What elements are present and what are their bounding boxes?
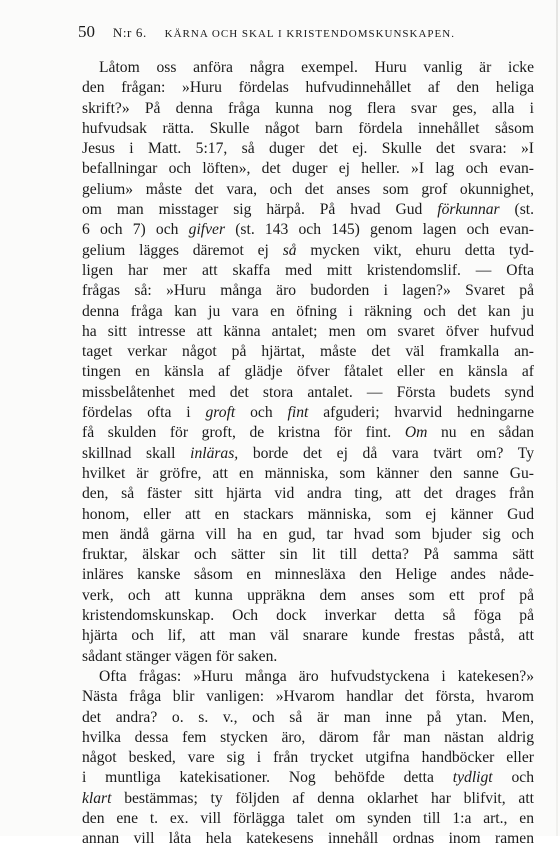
text-line	[82, 159, 534, 179]
text-line	[82, 464, 534, 484]
text-run: borde det ej då vara tvärt om? Ty	[238, 444, 534, 462]
page-edge-shadow	[556, 0, 558, 836]
running-title: KÄRNA OCH SKAL I KRISTENDOMSKUNSKAPEN.	[164, 28, 455, 40]
text-line	[82, 362, 534, 382]
text-run: afguderi; hvarvid hedningarne	[308, 404, 535, 422]
text-line	[82, 119, 534, 139]
text-run: något besked, vare sig i från trycket utgifna handböcker eller	[82, 749, 534, 767]
text-run: fördelas ofta i	[82, 404, 206, 422]
text-line	[82, 606, 534, 626]
text-run: hjärta och lif, att man väl snarare kunde frestas påstå, att	[82, 627, 534, 645]
text-run: och	[235, 404, 288, 422]
text-line	[82, 525, 534, 545]
text-line	[82, 302, 534, 322]
text-line	[82, 505, 534, 525]
text-line	[82, 99, 534, 119]
text-run: (st. 143 och 145) genom lagen och evan-	[225, 221, 534, 239]
text-line	[82, 789, 534, 809]
text-run: Ofta frågas: »Huru många äro hufvudstyckena i katekesen?»	[99, 667, 534, 685]
text-run: Nästa fråga blir vanligen: »Hvarom handlar det första, hvarom	[82, 688, 534, 706]
text-run: den ene t. ex. vill förlägga talet om synden till 1:a art., en	[82, 809, 534, 827]
text-line	[82, 829, 534, 849]
text-line	[82, 342, 534, 362]
italic-text: tydligt	[452, 769, 493, 787]
text-run: hufvudsak rätta. Skulle något barn fördela innehållet såsom	[82, 119, 534, 137]
body-text	[82, 58, 534, 850]
italic-text: Om	[404, 424, 428, 442]
text-run: 6 och 7) och	[82, 221, 189, 239]
text-run: honom, eller att en stackars människa, som ej känner Gud	[82, 505, 534, 523]
text-line	[82, 322, 534, 342]
text-line	[82, 220, 534, 240]
text-line	[82, 180, 534, 200]
italic-text: förkunnar	[437, 201, 500, 219]
text-line	[82, 403, 534, 423]
text-line	[82, 58, 534, 78]
text-run: skrift?» På denna fråga kunna nog flera svar ges, alla i	[82, 99, 534, 117]
text-run: denna fråga kan ju vara en öfning i räkning och det kan ju	[82, 302, 534, 320]
text-line	[82, 444, 534, 464]
text-run: hvilket är gröfre, att en människa, som känner den sanne Gu-	[82, 464, 534, 482]
italic-text: gifver	[188, 221, 226, 239]
text-line	[82, 667, 534, 687]
text-line	[82, 139, 534, 159]
text-run: hvilka dessa fem stycken äro, därom får man nästan aldrig	[82, 728, 534, 746]
text-line	[82, 261, 534, 281]
text-line	[82, 708, 534, 728]
text-line	[82, 586, 534, 606]
text-run: verk, och att kunna uppräkna dem anses som ett prof på	[82, 586, 534, 604]
running-header	[78, 22, 538, 42]
text-run: inläres kanske såsom en minnesläxa den Helige andes nåde-	[82, 566, 534, 584]
text-run: den frågan: »Huru fördelas hufvudinnehållet af den heliga	[82, 79, 534, 97]
text-run: tingen en känsla af glädje öfver fåtalet eller en känsla af	[82, 363, 534, 381]
italic-text: inläras,	[190, 444, 239, 462]
text-run: frågas så: »Huru många äro budorden i lagen?» Svaret på	[82, 282, 534, 300]
text-run: kristendomskunskap. Och dock inverkar detta så föga på	[82, 607, 534, 625]
text-line	[82, 626, 534, 646]
text-run: fruktar, älskar och sätter sin lit till detta? På samma sätt	[82, 546, 534, 564]
text-run: taget verkar något på hjärtat, måste det väl framkalla an-	[82, 343, 534, 361]
text-run: gelium lägges däremot ej	[82, 241, 283, 259]
text-line	[82, 484, 534, 504]
text-run: få skulden för groft, de kristna för fint.	[82, 424, 405, 442]
text-line	[82, 647, 534, 667]
text-line	[82, 383, 534, 403]
text-line	[82, 768, 534, 788]
text-run: och	[492, 769, 534, 787]
text-run: bestämmas; ty följden af denna oklarhet har blifvit, att	[111, 789, 534, 807]
issue-number: N:r 6.	[112, 25, 147, 40]
text-line	[82, 200, 534, 220]
italic-text: klart	[82, 789, 112, 807]
text-run: nu en sådan	[427, 424, 534, 442]
text-run: mycken vikt, ehuru detta tyd-	[296, 241, 534, 259]
text-run: Jesus i Matt. 5:17, så duger det ej. Skulle det svara: »I	[82, 140, 534, 158]
text-run: det andra? o. s. v., och så är man inne på ytan. Men,	[82, 708, 534, 726]
text-line	[82, 78, 534, 98]
page-number: 50	[78, 22, 95, 41]
text-run: befallningar och löften», det duger ej heller. »I lag och evan-	[82, 160, 534, 178]
text-run: skillnad skall	[82, 444, 191, 462]
text-line	[82, 728, 534, 748]
text-run: (st.	[499, 201, 535, 219]
italic-text: fint	[287, 404, 309, 422]
text-run: sådant stänger vägen för saken.	[82, 647, 278, 665]
text-line	[82, 545, 534, 565]
text-run: men ändå gärna vill ha en gud, tar hvad som bjuder sig och	[82, 525, 534, 543]
text-run: Låtom oss anföra några exempel. Huru vanlig är icke	[99, 59, 534, 76]
text-run: ligen har mer att skaffa med mitt kristendomslif. — Ofta	[82, 261, 534, 279]
italic-text: groft	[205, 404, 236, 422]
text-line	[82, 687, 534, 707]
italic-text: så	[282, 241, 297, 259]
text-run: gelium» måste det vara, och det anses som grof okunnighet,	[82, 180, 534, 198]
text-line	[82, 748, 534, 768]
text-line	[82, 809, 534, 829]
text-run: ha sitt intresse att känna antalet; men om svaret öfver hufvud	[82, 322, 534, 340]
text-run: annan vill låta hela katekesens innehåll ordnas inom ramen	[82, 830, 534, 848]
text-run: om man misstager sig härpå. På hvad Gud	[82, 201, 438, 219]
text-line	[82, 423, 534, 443]
text-run: i muntliga katekisationer. Nog behöfde detta	[82, 769, 453, 787]
text-line	[82, 281, 534, 301]
text-run: den, så fäster sitt hjärta vid andra ting, att det drages från	[82, 485, 534, 503]
text-line	[82, 565, 534, 585]
text-run: missbelåtenhet med det stora antalet. — Första budets synd	[82, 383, 534, 401]
text-line	[82, 241, 534, 261]
